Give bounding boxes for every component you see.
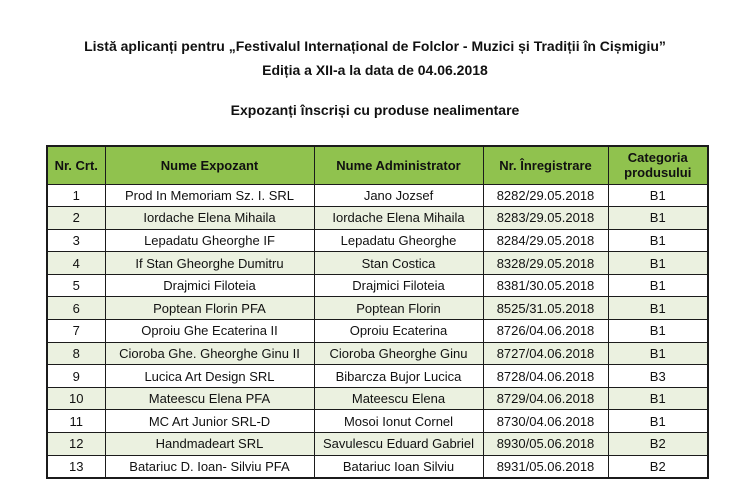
table-cell: Mosoi Ionut Cornel	[314, 410, 483, 433]
table-row	[47, 410, 708, 433]
table-cell: 3	[47, 229, 105, 252]
table-cell: 12	[47, 433, 105, 456]
table-row	[47, 365, 708, 388]
table-cell: Oproiu Ecaterina	[314, 320, 483, 343]
column-header: Categoria produsului	[608, 146, 708, 184]
table-cell: B2	[608, 433, 708, 456]
table-cell: Batariuc Ioan Silviu	[314, 455, 483, 478]
table-cell: 6	[47, 297, 105, 320]
table-body	[47, 184, 708, 478]
table-row	[47, 455, 708, 478]
table-cell: B1	[608, 387, 708, 410]
table-cell: 10	[47, 387, 105, 410]
table-cell: Lepadatu Gheorghe	[314, 229, 483, 252]
table-cell: B3	[608, 365, 708, 388]
table-cell: 8726/04.06.2018	[483, 320, 608, 343]
table-cell: Mateescu Elena	[314, 387, 483, 410]
table-cell: Stan Costica	[314, 252, 483, 275]
table-cell: B2	[608, 455, 708, 478]
table-cell: Cioroba Ghe. Gheorghe Ginu II	[105, 342, 314, 365]
table-cell: 4	[47, 252, 105, 275]
section-subtitle: Expozanți înscriși cu produse nealimentare	[230, 102, 520, 118]
table-cell: 1	[47, 184, 105, 207]
table-cell: Batariuc D. Ioan- Silviu PFA	[105, 455, 314, 478]
table-cell: Lepadatu Gheorghe IF	[105, 229, 314, 252]
table-row	[47, 274, 708, 297]
table-cell: 13	[47, 455, 105, 478]
table-cell: 5	[47, 274, 105, 297]
table-cell: 2	[47, 207, 105, 230]
table-row	[47, 433, 708, 456]
table-cell: 8328/29.05.2018	[483, 252, 608, 275]
document-title-line2: Ediția a XII-a la data de 04.06.2018	[262, 62, 488, 78]
table-cell: Savulescu Eduard Gabriel	[314, 433, 483, 456]
table-cell: B1	[608, 184, 708, 207]
table-cell: Bibarcza Bujor Lucica	[314, 365, 483, 388]
table-cell: 8727/04.06.2018	[483, 342, 608, 365]
table-cell: 8728/04.06.2018	[483, 365, 608, 388]
table-cell: Drajmici Filoteia	[314, 274, 483, 297]
table-cell: Iordache Elena Mihaila	[314, 207, 483, 230]
document-title-line1: Listă aplicanți pentru „Festivalul Internațional de Folclor - Muzici și Tradiții în Cișmigiu”	[84, 38, 666, 54]
table-cell: B1	[608, 252, 708, 275]
column-header: Nr. Crt.	[47, 146, 105, 184]
table-cell: 11	[47, 410, 105, 433]
table-cell: Jano Jozsef	[314, 184, 483, 207]
column-header: Nume Expozant	[105, 146, 314, 184]
table-cell: Iordache Elena Mihaila	[105, 207, 314, 230]
table-cell: Oproiu Ghe Ecaterina II	[105, 320, 314, 343]
column-header: Nume Administrator	[314, 146, 483, 184]
table-header-row	[47, 146, 708, 184]
table-row	[47, 229, 708, 252]
table-cell: 8930/05.06.2018	[483, 433, 608, 456]
column-header: Nr. Înregistrare	[483, 146, 608, 184]
table-row	[47, 387, 708, 410]
table-cell: B1	[608, 342, 708, 365]
table-cell: 8283/29.05.2018	[483, 207, 608, 230]
table-cell: B1	[608, 207, 708, 230]
table-cell: If Stan Gheorghe Dumitru	[105, 252, 314, 275]
table-cell: Poptean Florin	[314, 297, 483, 320]
table-cell: 8730/04.06.2018	[483, 410, 608, 433]
table-cell: 7	[47, 320, 105, 343]
table-cell: Lucica Art Design SRL	[105, 365, 314, 388]
table-cell: B1	[608, 410, 708, 433]
table-cell: Cioroba Gheorghe Ginu	[314, 342, 483, 365]
table-cell: 8381/30.05.2018	[483, 274, 608, 297]
table-row	[47, 184, 708, 207]
table-cell: 8931/05.06.2018	[483, 455, 608, 478]
table-cell: 8525/31.05.2018	[483, 297, 608, 320]
table-cell: Drajmici Filoteia	[105, 274, 314, 297]
table-cell: 8729/04.06.2018	[483, 387, 608, 410]
table-row	[47, 252, 708, 275]
document-title	[0, 0, 750, 82]
table-cell: Handmadeart SRL	[105, 433, 314, 456]
table-cell: B1	[608, 320, 708, 343]
table-cell: B1	[608, 274, 708, 297]
table-cell: B1	[608, 229, 708, 252]
applicants-table	[46, 145, 709, 479]
table-row	[47, 342, 708, 365]
table-cell: 8282/29.05.2018	[483, 184, 608, 207]
table-row	[47, 320, 708, 343]
table-cell: 8284/29.05.2018	[483, 229, 608, 252]
table-cell: MC Art Junior SRL-D	[105, 410, 314, 433]
table-cell: 9	[47, 365, 105, 388]
table-cell: Poptean Florin PFA	[105, 297, 314, 320]
table-row	[47, 207, 708, 230]
table-cell: B1	[608, 297, 708, 320]
table-cell: 8	[47, 342, 105, 365]
table-cell: Mateescu Elena PFA	[105, 387, 314, 410]
table-cell: Prod In Memoriam Sz. I. SRL	[105, 184, 314, 207]
table-row	[47, 297, 708, 320]
